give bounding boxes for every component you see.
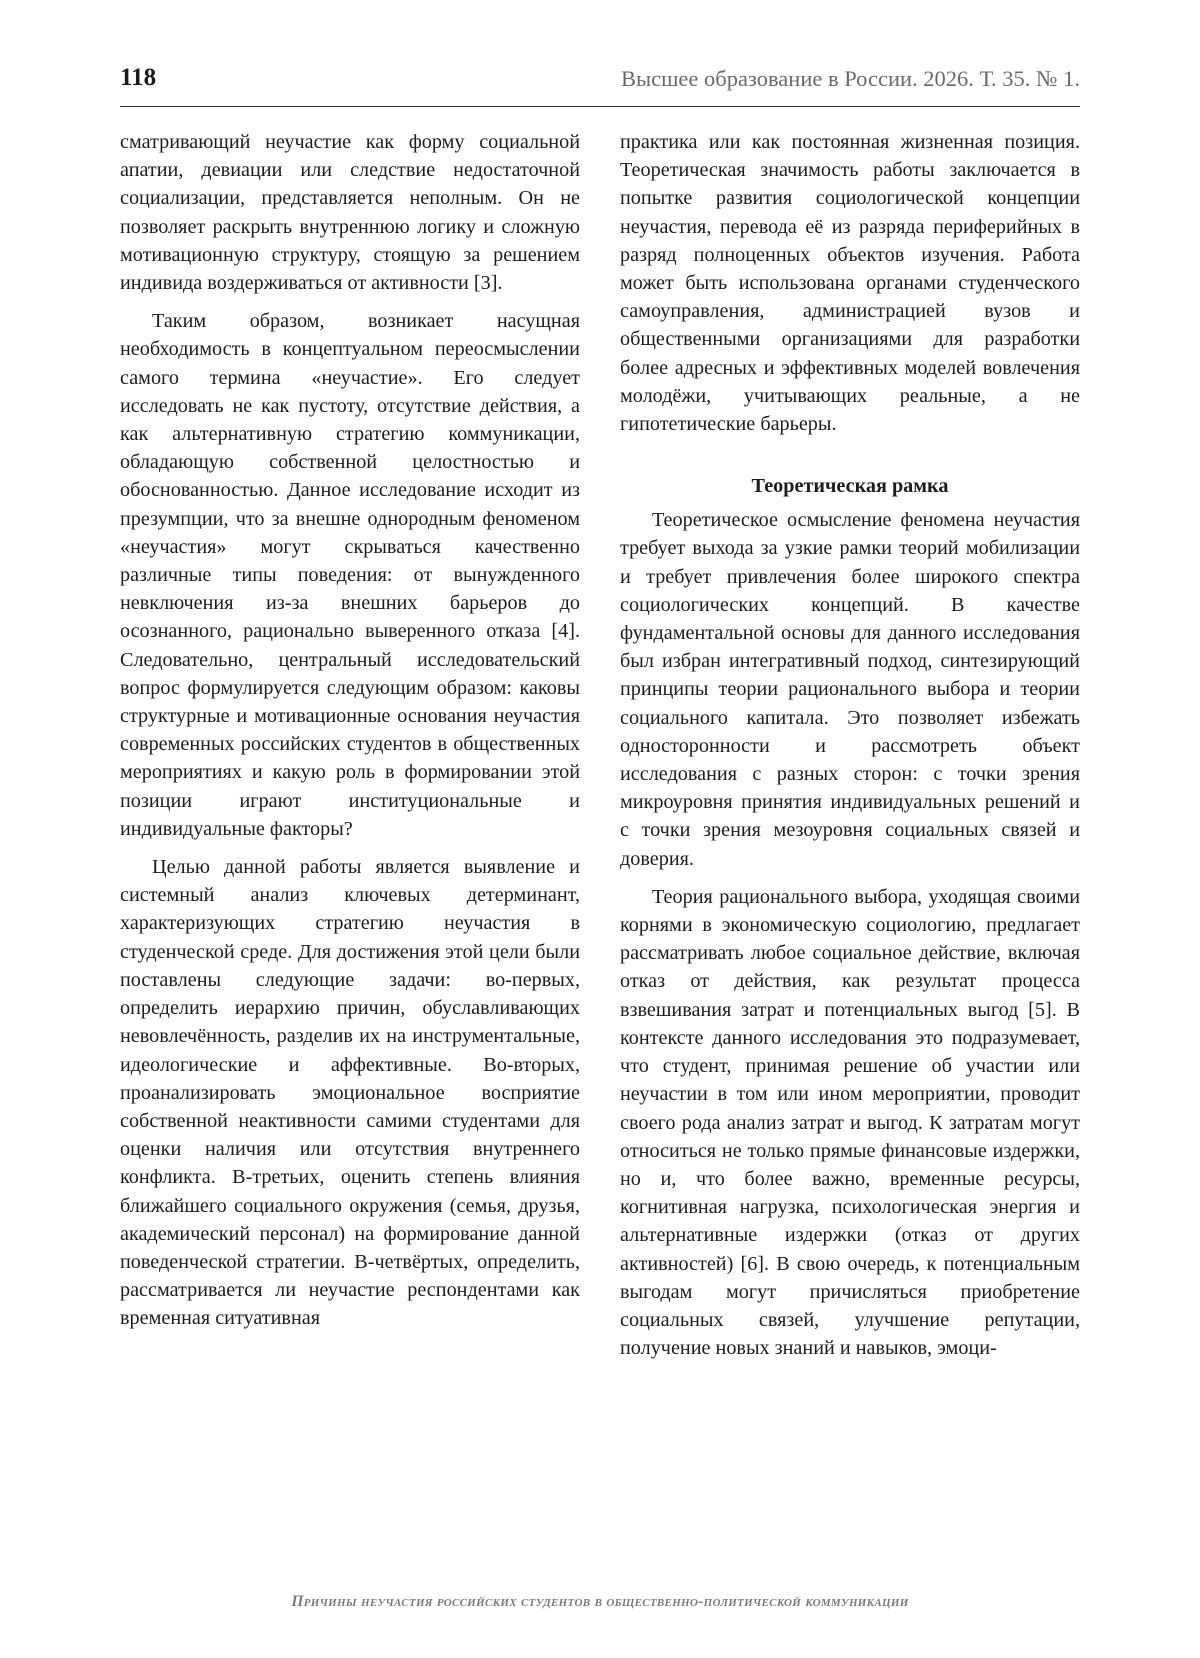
body-paragraph: Таким образом, возникает насущная необходимость в концептуальном переосмыслении самого термина «неучастие». Его следует исследовать не как пустоту, отсутствие действия, а как альтернативную стратегию коммуникации, обладающую собственной целостностью и обоснованностью. Данное исследование исходит из презумпции, что за внешне однородным феноменом «неучастия» могут скрываться качественно различные типы поведения: от вынужденного невключения из-за внешних барьеров до осознанного, рационально выверенного отказа [4]. Следовательно, центральный исследовательский вопрос формулируется следующим образом: каковы структурные и мотивационные основания неучастия современных российских студентов в общественных мероприятиях и какую роль в формировании этой позиции играют институциональные и индивидуальные факторы? bbox=[120, 310, 580, 840]
body-paragraph: сматривающий неучастие как форму социальной апатии, девиации или следствие недостаточной социализации, представляется неполным. Он не позволяет раскрыть внутреннюю логику и сложную мотивационную структуру, стоящую за решением индивида воздерживаться от активности [3]. bbox=[120, 131, 580, 295]
body-paragraph: Теоретическое осмысление феномена неучастия требует выхода за узкие рамки теорий мобилизации и требует привлечения более широкого спектра социологических концепций. В качестве фундаментальной основы для данного исследования был избран интегративный подход, синтезирующий принципы теории рационального выбора и теории социального капитала. Это позволяет избежать односторонности и рассмотреть объект исследования с разных сторон: с точки зрения микроуровня принятия индивидуальных решений и с точки зрения мезоуровня социальных связей и доверия. bbox=[620, 509, 1080, 870]
page-header bbox=[120, 60, 1080, 107]
page-number: 118 bbox=[120, 64, 157, 91]
left-column bbox=[120, 128, 580, 1333]
running-title: Причины неучастия российских студентов в общественно-политической коммуникации bbox=[291, 1593, 909, 1610]
journal-title: Высшее образование в России. 2026. Т. 35. № 1. bbox=[620, 66, 1080, 91]
body-paragraph: Целью данной работы является выявление и системный анализ ключевых детерминант, характеризующих стратегию неучастия в студенческой среде. Для достижения этой цели были поставлены следующие задачи: во-первых, определить иерархию причин, обуславливающих невовлечённость, разделив их на инструментальные, идеологические и аффективные. Во-вторых, проанализировать эмоциональное восприятие собственной неактивности самими студентами для оценки наличия или отсутствия внутреннего конфликта. В-третьих, оценить степень влияния ближайшего социального окружения (семья, друзья, академический персонал) на формирование данной поведенческой стратегии. В-четвёртых, определить, рассматривается ли неучастие респондентами как временная ситуативная bbox=[120, 856, 580, 1330]
body-paragraph: Теория рационального выбора, уходящая своими корнями в экономическую социологию, предлагает рассматривать любое социальное действие, включая отказ от действия, как результат процесса взвешивания затрат и потенциальных выгод [5]. В контексте данного исследования это подразумевает, что студент, принимая решение об участии или неучастии в том или ином мероприятии, проводит своего рода анализ затрат и выгод. К затратам могут относиться не только прямые финансовые издержки, но и, что более важно, временные ресурсы, когнитивная нагрузка, психологическая энергия и альтернативные издержки (отказ от других активностей) [6]. В свою очередь, к потенциальным выгодам могут причисляться приобретение социальных связей, улучшение репутации, получение новых знаний и навыков, эмоци- bbox=[620, 885, 1080, 1360]
right-column bbox=[620, 128, 1080, 1362]
body-paragraph: практика или как постоянная жизненная позиция. Теоретическая значимость работы заключается в попытке развития социологической концепции неучастия, перевода её из разряда периферийных в разряд полноценных объектов изучения. Работа может быть использована органами студенческого самоуправления, администрацией вузов и общественными организациями для разработки более адресных и эффективных моделей вовлечения молодёжи, учитывающих реальные, а не гипотетические барьеры. bbox=[620, 131, 1080, 436]
running-footer bbox=[120, 1593, 1080, 1611]
section-heading: Теоретическая рамка bbox=[751, 475, 949, 498]
